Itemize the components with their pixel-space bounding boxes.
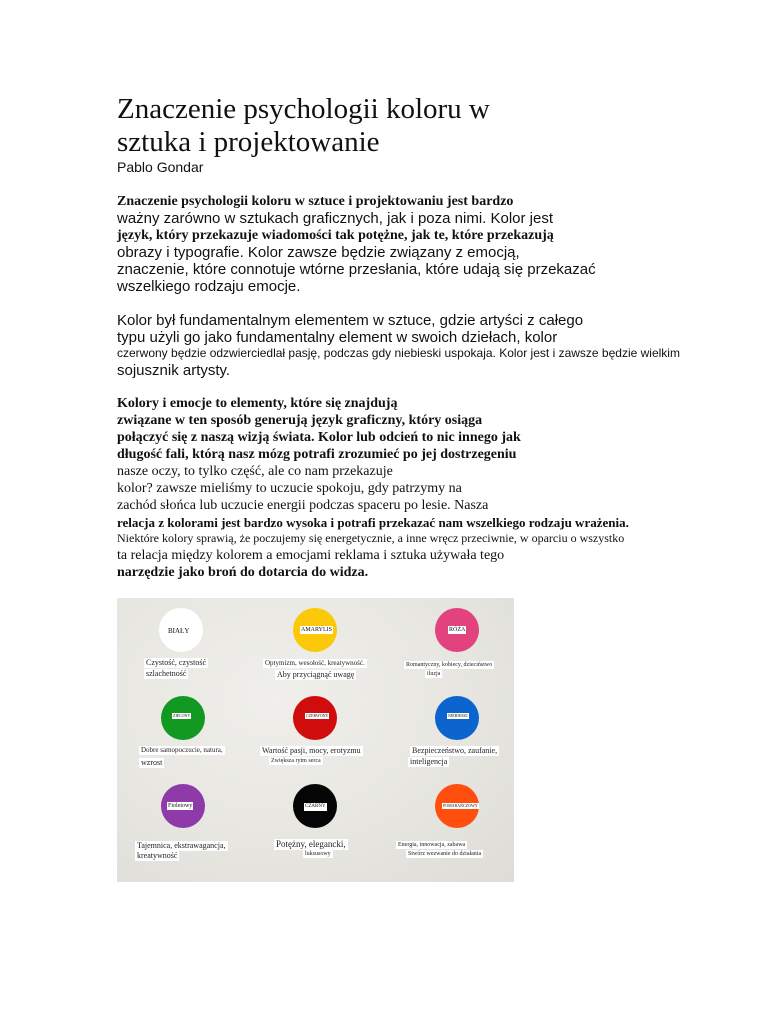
paragraph-3-line: nasze oczy, to tylko część, ale co nam przekazuje	[117, 464, 393, 479]
author-name: Pablo Gondar	[117, 159, 204, 175]
paragraph-1-line: wszelkiego rodzaju emocje.	[117, 278, 301, 295]
purple-caption: kreatywność	[137, 851, 178, 860]
white-circle-label: BIAŁY	[168, 627, 190, 635]
paragraph-1-line: Znaczenie psychologii koloru w sztuce i projektowaniu jest bardzo	[117, 194, 514, 209]
orange-circle-label: POMARAŃCZOWY	[443, 803, 478, 808]
paragraph-1-line: język, który przekazuje wiadomości tak potężne, jak te, które przekazują	[117, 228, 554, 243]
paragraph-3-line: zachód słońca lub uczucie energii podczas spaceru po lesie. Nasza	[117, 498, 489, 513]
yellow-caption: Aby przyciągnąć uwagę	[277, 670, 355, 679]
paragraph-2-line: Kolor był fundamentalnym elementem w sztuce, gdzie artyści z całego	[117, 312, 584, 329]
paragraph-1-line: znaczenie, które connotuje wtórne przesłania, które udają się przekazać	[117, 261, 596, 278]
color-meaning-figure	[117, 598, 514, 882]
yellow-circle-label: AMARYLIS	[301, 627, 333, 633]
paragraph-3-line: Kolory i emocje to elementy, które się znajdują	[117, 396, 398, 411]
orange-caption: Stwórz wezwanie do działania	[408, 851, 482, 857]
pink-caption: iluzja	[427, 671, 441, 677]
purple-caption: Tajemnica, ekstrawagancja,	[137, 841, 226, 850]
paragraph-3-line: relacja z kolorami jest bardzo wysoka i potrafi przekazać nam wszelkiego rodzaju wrażenia.	[117, 515, 629, 530]
black-circle-label: CZARNY	[305, 804, 326, 809]
paragraph-3-line: związane w ten sposób generują język graficzny, który osiąga	[117, 413, 483, 428]
blue-circle-label: NIEBIESKI	[448, 713, 468, 718]
blue-caption: Bezpieczeństwo, zaufanie,	[412, 746, 498, 755]
paragraph-3-line: połączyć się z naszą wizją świata. Kolor lub odcień to nic innego jak	[117, 430, 521, 445]
red-caption: Zwiększa rytm serca	[271, 758, 321, 764]
paragraph-2-line: typu użyli go jako fundamentalny element w swoich dziełach, kolor	[117, 329, 558, 346]
title-line-1: Znaczenie psychologii koloru w	[117, 93, 490, 125]
document-title	[117, 93, 677, 159]
green-circle-label: ZIELONY	[173, 713, 191, 718]
title-line-2: sztuka i projektowanie	[117, 126, 380, 158]
black-caption: Potężny, elegancki,	[276, 839, 346, 849]
red-caption: Wartość pasji, mocy, erotyzmu	[262, 746, 361, 755]
paragraph-3-line: Niektóre kolory sprawią, że poczujemy się energetycznie, a inne wręcz przeciwnie, w oparciu o wszystko	[117, 531, 625, 545]
paragraph-3-line: kolor? zawsze mieliśmy to uczucie spokoju, gdy patrzymy na	[117, 481, 462, 496]
paragraph-3-line: długość fali, którą nasz mózg potrafi zrozumieć po jej dostrzegeniu	[117, 447, 517, 462]
paragraph-2-line: sojusznik artysty.	[117, 362, 231, 379]
white-caption: szlachetność	[146, 669, 187, 678]
blue-caption: inteligencja	[410, 757, 448, 766]
paragraph-2-line: czerwony będzie odzwierciedlał pasję, podczas gdy niebieski uspokaja. Kolor jest i zawsze będzie wielkim	[117, 346, 680, 360]
paragraph-3-line: narzędzie jako broń do dotarcia do widza.	[117, 565, 369, 580]
orange-caption: Energia, innowacja, zabawa	[398, 842, 466, 848]
paragraph-1-line: ważny zarówno w sztukach graficznych, jak i poza nimi. Kolor jest	[117, 210, 554, 227]
paragraph-1-line: obrazy i typografie. Kolor zawsze będzie związany z emocją,	[117, 244, 520, 261]
green-caption: wzrost	[141, 758, 163, 767]
white-caption: Czystość, czystość	[146, 658, 206, 667]
pink-circle-label: RÓŻA	[449, 627, 466, 633]
pink-caption: Romantyczny, kobiecy, dzieciństwo	[406, 662, 493, 668]
paragraph-3-line: ta relacja między kolorem a emocjami reklama i sztuka używała tego	[117, 548, 505, 563]
yellow-caption: Optymizm, wesołość, kreatywność.	[265, 659, 365, 667]
green-caption: Dobre samopoczucie, natura,	[141, 746, 223, 754]
black-caption: luksusowy	[305, 851, 331, 857]
purple-circle-label: Fioletowy	[168, 803, 193, 809]
red-circle-label: CZERWONY	[306, 713, 329, 718]
